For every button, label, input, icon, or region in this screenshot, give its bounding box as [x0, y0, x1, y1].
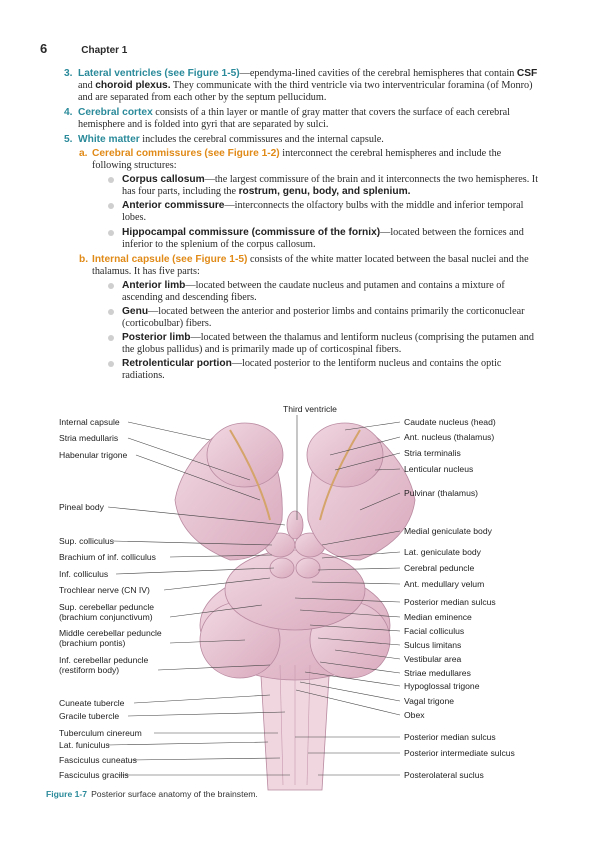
label-vagal-trigone: Vagal trigone [404, 696, 455, 706]
label-restiform-body: (restiform body) [59, 665, 120, 675]
bullet-term: Anterior limb [122, 280, 186, 291]
label-vestibular-area: Vestibular area [404, 654, 462, 664]
figure-ref: (see Figure 1-2) [204, 148, 280, 159]
label-brachium-inf-colliculus: Brachium of inf. colliculus [59, 552, 156, 562]
label-brachium-pontis: (brachium pontis) [59, 638, 126, 648]
item-title: Cerebral cortex [78, 107, 153, 118]
item-text: consists of a thin layer or mantle of gray matter that covers the surface of each cerebral hemisphere and is folded into gyri that are separated by sulci. [78, 107, 511, 131]
label-posterior-intermediate-sulcus: Posterior intermediate sulcus [404, 748, 515, 758]
label-brachium-conjunctivum: (brachium conjunctivum) [59, 612, 153, 622]
item-number: 4. [64, 107, 73, 118]
page-number: 6 [40, 41, 48, 56]
item-text: includes the cerebral commissures and the internal capsule. [139, 134, 384, 145]
label-cerebral-peduncle: Cerebral peduncle [404, 563, 475, 573]
item-title: Cerebral commissures [92, 148, 202, 159]
label-striae-medullares: Striae medullares [404, 668, 471, 678]
label-posterior-median-sulcus-lower: Posterior median sulcus [404, 732, 496, 742]
label-posterolateral-sulcus: Posterolateral suclus [404, 770, 484, 780]
label-obex: Obex [404, 710, 425, 720]
bullet-text: —interconnects the olfactory bulbs with the middle and inferior temporal lobes. [122, 200, 524, 224]
bullet-term: Corpus callosum [122, 174, 205, 185]
bold-term: CSF [516, 68, 538, 79]
label-facial-colliculus: Facial colliculus [404, 626, 465, 636]
bullet-text: —located between the caudate nucleus and putamen and contains a mixture of ascending and descending fibers. [122, 280, 505, 304]
label-inf-colliculus: Inf. colliculus [59, 569, 109, 579]
item-number: b. [79, 254, 89, 265]
label-fasciculus-gracilis: Fasciculus gracilis [59, 770, 129, 780]
bullet-text: —located between the thalamus and lentiform nucleus (comprising the putamen and the globus pallidus) and is primarily made up of corticospinal fibers. [122, 332, 534, 356]
label-caudate-nucleus: Caudate nucleus (head) [404, 417, 496, 427]
item-title: Internal capsule [92, 254, 170, 265]
label-hypoglossal-trigone: Hypoglossal trigone [404, 681, 480, 691]
bullet-term: Posterior limb [122, 332, 191, 343]
label-posterior-median-sulcus-upper: Posterior median sulcus [404, 597, 496, 607]
bullet-text: —the largest commissure of the brain and it interconnects the two hemispheres. It has four parts, including the [122, 174, 539, 198]
item-text: —ependyma-lined cavities of the cerebral hemispheres that contain [239, 68, 517, 79]
label-inf-cerebellar-peduncle: Inf. cerebellar peduncle [59, 655, 149, 665]
figure-ref: (see Figure 1-5) [164, 68, 240, 79]
bullet-term: Retrolenticular portion [122, 358, 232, 369]
figure-number: Figure 1-7 [46, 789, 88, 799]
label-pulvinar: Pulvinar (thalamus) [404, 488, 479, 498]
label-sup-colliculus: Sup. colliculus [59, 536, 114, 546]
label-middle-cerebellar-peduncle: Middle cerebellar peduncle [59, 628, 162, 638]
bullet-term: Genu [122, 306, 149, 317]
label-medial-geniculate-body: Medial geniculate body [404, 526, 492, 536]
item-text: interconnect the cerebral hemispheres and include the following structures: [92, 148, 502, 172]
label-gracile-tubercle: Gracile tubercle [59, 711, 120, 721]
item-title: White matter [78, 134, 140, 145]
label-trochlear-nerve: Trochlear nerve (CN IV) [59, 585, 150, 595]
item-text: They communicate with the third ventricle via two interventricular foramina (of Monro) and are separated from each other by the septum pellucidum. [78, 80, 533, 104]
label-habenular-trigone: Habenular trigone [59, 450, 128, 460]
label-ant-nucleus: Ant. nucleus (thalamus) [404, 432, 495, 442]
label-lat-funiculus: Lat. funiculus [59, 740, 110, 750]
label-ant-medullary-velum: Ant. medullary velum [404, 579, 485, 589]
label-fasciculus-cuneatus: Fasciculus cuneatus [59, 755, 137, 765]
caption-text: Posterior surface anatomy of the brainstem. [91, 789, 258, 799]
bullet-text: —located between the fornices and inferior to the splenium of the corpus callosum. [122, 227, 524, 251]
bullet-text: —located posterior to the lentiform nucleus and contains the optic radiations. [122, 358, 502, 382]
label-tuberculum-cinereum: Tuberculum cinereum [59, 728, 142, 738]
label-cuneate-tubercle: Cuneate tubercle [59, 698, 125, 708]
label-sup-cerebellar-peduncle: Sup. cerebellar peduncle [59, 602, 155, 612]
item-title: Lateral ventricles [78, 68, 162, 79]
chapter-title: Chapter 1 [81, 45, 128, 56]
label-lat-geniculate-body: Lat. geniculate body [404, 547, 481, 557]
label-internal-capsule: Internal capsule [59, 417, 120, 427]
label-median-eminence: Median eminence [404, 612, 472, 622]
bullet-term: Hippocampal commissure (commissure of the fornix) [122, 227, 381, 238]
item-number: a. [79, 148, 88, 159]
item-number: 5. [64, 134, 73, 145]
label-pineal-body: Pineal body [59, 502, 104, 512]
item-number: 3. [64, 68, 73, 79]
label-third-ventricle: Third ventricle [283, 404, 337, 414]
bold-term: choroid plexus. [95, 80, 171, 92]
item-text: and [78, 80, 96, 92]
label-sulcus-limitans: Sulcus limitans [404, 640, 462, 650]
bullet-term: Anterior commissure [122, 200, 225, 211]
figure-caption [46, 789, 258, 799]
figure-ref: (see Figure 1-5) [172, 254, 248, 265]
label-stria-medullaris: Stria medullaris [59, 433, 119, 443]
bullet-text: —located between the anterior and posterior limbs and contains primarily the corticonuclear (corticobulbar) fibers. [122, 306, 525, 330]
label-stria-terminalis: Stria terminalis [404, 448, 461, 458]
item-text: consists of the white matter located between the basal nuclei and the thalamus. It has five parts: [92, 254, 529, 278]
label-lenticular-nucleus: Lenticular nucleus [404, 464, 474, 474]
bold-term: rostrum, genu, body, and splenium. [238, 186, 411, 198]
